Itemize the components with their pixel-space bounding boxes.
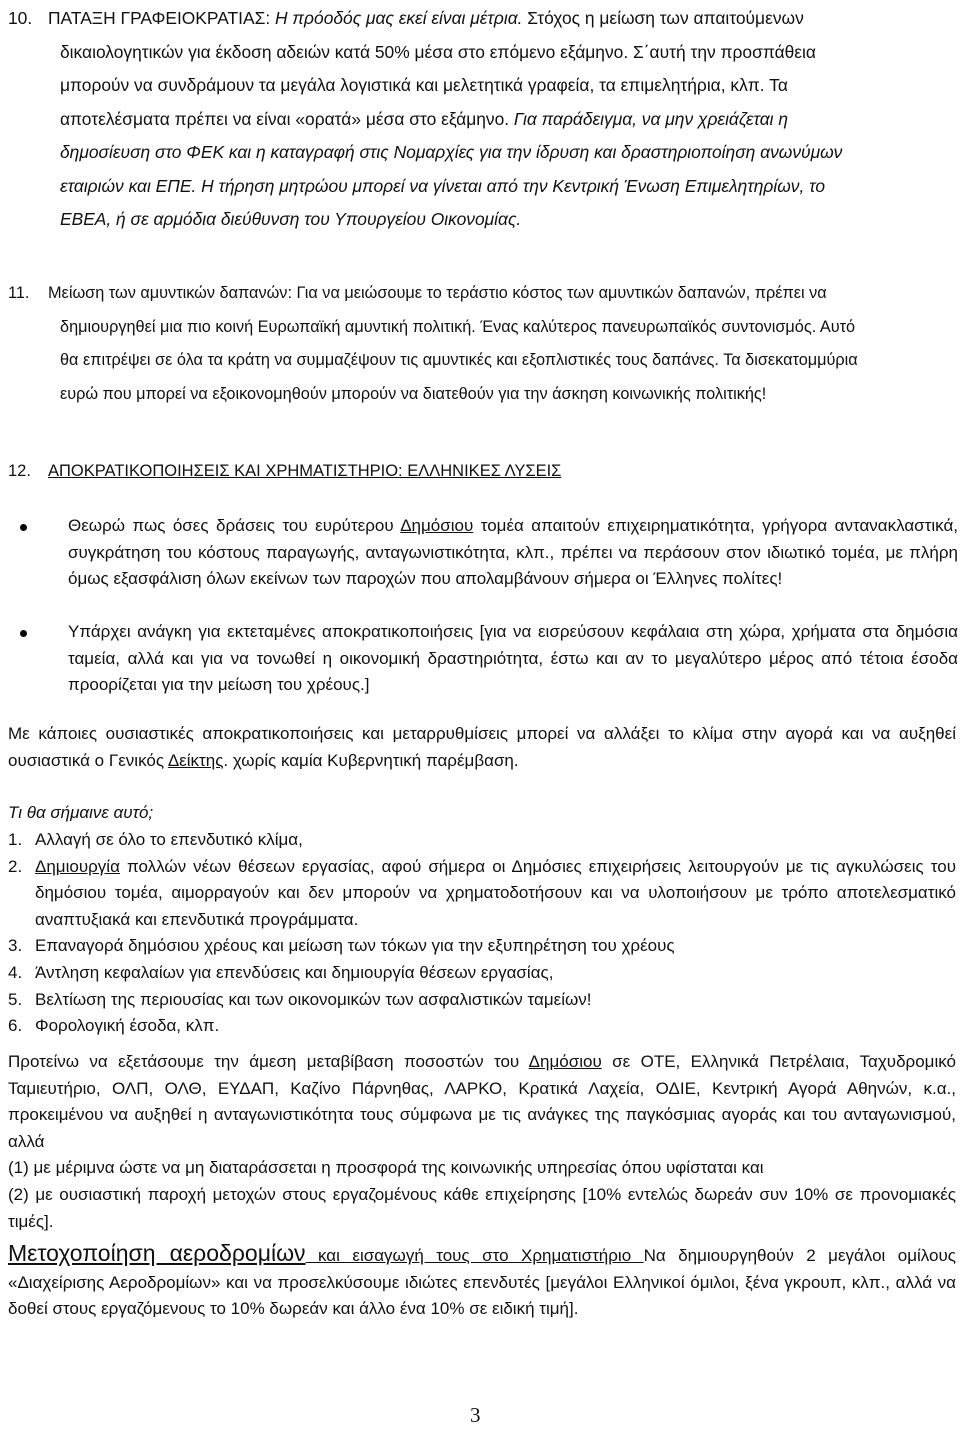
condition-line: (1) με μέριμνα ώστε να μη διαταράσσεται η προσφορά της κοινωνικής υπηρεσίας όπου υφίσταται και: [8, 1158, 764, 1177]
section-heading: ΠΑΤΑΞΗ ΓΡΑΦΕΙΟΚΡΑΤΙΑΣ:: [48, 8, 271, 28]
list-item: [8, 827, 956, 854]
list-item: [8, 960, 956, 987]
text-segment: Αλλαγή σε όλο το επενδυτικό κλίμα,: [35, 830, 303, 849]
list-item: [8, 933, 956, 960]
underlined-word: Δημόσιου: [528, 1052, 602, 1071]
text-segment: Να δημιουργηθούν 2 μεγάλοι ομίλους «Διαχείρισης Αεροδρομίων» και να προσελκύσουμε ιδιώτες επενδυτές [μεγάλοι Ελληνικοί όμιλοι, ξένα γκρουπ, κλπ., αλλά να δοθεί στους εργαζόμενους το 10% δωρεάν και άλλο ένα 10% σε ειδική τιμή].: [8, 1246, 956, 1319]
text-line: μπορούν να συνδράμουν τα μεγάλα λογιστικά και μελετητικά γραφεία, τα επιμελητήρια, κλπ. Τα: [60, 75, 788, 95]
list-item: [8, 987, 956, 1014]
list-item: [8, 854, 956, 934]
text-line: αποτελέσματα πρέπει να είναι «ορατά» μέσα στο εξάμηνο.: [60, 108, 514, 129]
section-10: [8, 2, 958, 237]
underlined-word: Δημόσιου: [400, 516, 474, 535]
italic-line: δημοσίευση στο ΦΕΚ και η καταγραφή στις Νομαρχίες για την ίδρυση και δραστηριοποίηση ανωνύμων: [60, 142, 843, 162]
condition-line: (2) με ουσιαστική παροχή μετοχών στους εργαζομένους κάθε επιχείρησης [10% εντελώς δωρεάν συν 10% σε προνομιακές τιμές].: [8, 1185, 956, 1231]
bullet-text: [68, 513, 958, 593]
text-segment: Υπάρχει ανάγκη για εκτεταμένες αποκρατικοποιήσεις [για να εισρεύσουν κεφάλαια στη χώρα, χρήματα στα δημόσια ταμεία, αλλά και για να τονωθεί η οικονομική δραστηριότητα, έστω και αν το μεγαλύτερο μέρος από τέτοια έσοδα προορίζεται για την μείωση του χρέους.]: [68, 622, 958, 695]
text-segment: Επαναγορά δημόσιου χρέους και μείωση των τόκων για την εξυπηρέτηση του χρέους: [35, 936, 675, 956]
paragraph-airports: [8, 1240, 956, 1323]
section-number: 10.: [8, 8, 33, 28]
text-segment: Άντληση κεφαλαίων για επενδύσεις και δημιουργία θέσεων εργασίας,: [35, 962, 554, 982]
list-number: 2.: [8, 856, 23, 876]
section-11-line-1: [8, 277, 958, 311]
question-line: Τι θα σήμαινε αυτό;: [8, 803, 154, 822]
text-segment: πολλών νέων θέσεων εργασίας, αφού σήμερα οι Δημόσιες επιχειρήσεις λειτουργούν με τις αγκυλώσεις του δημόσιου τομέα, αιμορραγούν και δεν μπορούν να χρηματοδοτήσουν και να υλοποιήσουν με τρόπο αποτελεσματικό αναπτυξιακά και επενδυτικά προγράμματα.: [35, 856, 956, 929]
section-12-heading: [8, 462, 958, 481]
page-number: 3: [470, 1403, 481, 1427]
bullet-dot-icon: [20, 630, 27, 637]
list-number: 3.: [8, 936, 23, 956]
section-11: [8, 277, 958, 411]
text-line: θα επιτρέψει σε όλα τα κράτη να συμμαζέψουν τις αμυντικές και εξοπλιστικές τους δαπάνες. Τα δισεκατομμύρια: [60, 351, 858, 369]
list-number: 1.: [8, 830, 23, 849]
text-line: δικαιολογητικών για έκδοση αδειών κατά 50% μέσα στο επόμενο εξάμηνο. Σ΄αυτή την προσπάθεια: [60, 41, 816, 62]
airports-title: Μετοχοποίηση αεροδρομίων: [8, 1240, 306, 1266]
text-segment: Βελτίωση της περιουσίας και των οικονομικών των ασφαλιστικών ταμείων!: [35, 989, 592, 1009]
list-number: 5.: [8, 989, 23, 1009]
text-segment: σε ΟΤΕ, Ελληνικά Πετρέλαια, Ταχυδρομικό Ταμιευτήριο, ΟΛΠ, ΟΛΘ, ΕΥΔΑΠ, Καζίνο Πάρνηθας, ΛΑΡΚΟ, Κρατικά Λαχεία, ΟΔΙΕ, Κεντρική Αγορά Αθηνών, κ.α., προκειμένου να αυξηθεί η ανταγωνιστικότητα τους σύμφωνα με τις ανάγκες της παγκόσμιας αγοράς και του ανταγωνισμού, αλλά: [8, 1052, 957, 1151]
text-line: ευρώ που μπορεί να εξοικονομηθούν μπορούν να διατεθούν για την άσκηση κοινωνικής πολιτικής!: [60, 384, 767, 403]
paragraph-reforms: [8, 721, 956, 774]
bullet-text: [68, 619, 958, 699]
text-segment: . χωρίς καμία Κυβερνητική παρέμβαση.: [223, 750, 519, 770]
section-10-line-1: [8, 2, 958, 36]
airports-subtitle: και εισαγωγή τους στο Χρηματιστήριο: [305, 1246, 644, 1265]
italic-lead: Η πρόοδός μας εκεί είναι μέτρια.: [275, 8, 523, 28]
bullet-item: [20, 619, 958, 699]
section-number: 11.: [8, 284, 30, 302]
text-segment: Προτείνω να εξετάσουμε την άμεση μεταβίβαση ποσοστών του: [8, 1052, 529, 1071]
list-item: [8, 1013, 956, 1040]
text-segment: Με κάποιες ουσιαστικές αποκρατικοποιήσεις και μεταρρυθμίσεις μπορεί να αλλάξει το κλίμα στην αγορά και να αυξηθεί ουσιαστικά ο Γενικός: [8, 724, 956, 770]
section-heading: ΑΠΟΚΡΑΤΙΚΟΠΟΙΗΣΕΙΣ ΚΑΙ ΧΡΗΜΑΤΙΣΤΗΡΙΟ: ΕΛΛΗΝΙΚΕΣ ΛΥΣΕΙΣ: [48, 462, 562, 480]
underlined-word: Δείκτης: [167, 750, 224, 770]
text-segment: Φορολογική έσοδα, κλπ.: [35, 1016, 220, 1036]
underlined-word: Δημιουργία: [35, 856, 120, 876]
text-line: Μείωση των αμυντικών δαπανών: Για να μειώσουμε το τεράστιο κόστος των αμυντικών δαπανών, πρέπει να: [48, 284, 827, 302]
section-10-line-4: [8, 103, 958, 137]
italic-line: ΕΒΕΑ, ή σε αρμόδια διεύθυνση του Υπουργείου Οικονομίας.: [60, 209, 522, 229]
bullet-item: [20, 513, 958, 593]
section-number: 12.: [8, 462, 31, 480]
paragraph-proposal: [8, 1049, 956, 1155]
text-line: δημιουργηθεί μια πιο κοινή Ευρωπαϊκή αμυντική πολιτική. Ένας καλύτερος πανευρωπαϊκός συντονισμός. Αυτό: [60, 317, 856, 336]
list-number: 6.: [8, 1016, 23, 1036]
text-segment: Θεωρώ πως όσες δράσεις του ευρύτερου: [68, 516, 401, 535]
list-number: 4.: [8, 962, 23, 982]
italic-line: εταιριών και ΕΠΕ. Η τήρηση μητρώου μπορεί να γίνεται από την Κεντρική Ένωση Επιμελητηρίων, το: [60, 175, 826, 196]
bullet-dot-icon: [20, 524, 27, 531]
numbered-list: [8, 827, 956, 1040]
text-segment: τομέα απαιτούν επιχειρηματικότητα, γρήγορα αντανακλαστικά, συγκράτηση του κόστους παραγωγής, ανταγωνιστικότητα, κλπ., πρέπει να περάσουν στον ιδιωτικό τομέα, με πλήρη όμως εξασφάλιση όλων εκείνων των παροχών που απολαμβάνουν σήμερα οι Έλληνες πολίτες!: [68, 516, 958, 589]
italic-line: Για παράδειγμα, να μην χρειάζεται η: [513, 108, 789, 129]
text-line: Στόχος η μείωση των απαιτούμενων: [522, 8, 804, 28]
